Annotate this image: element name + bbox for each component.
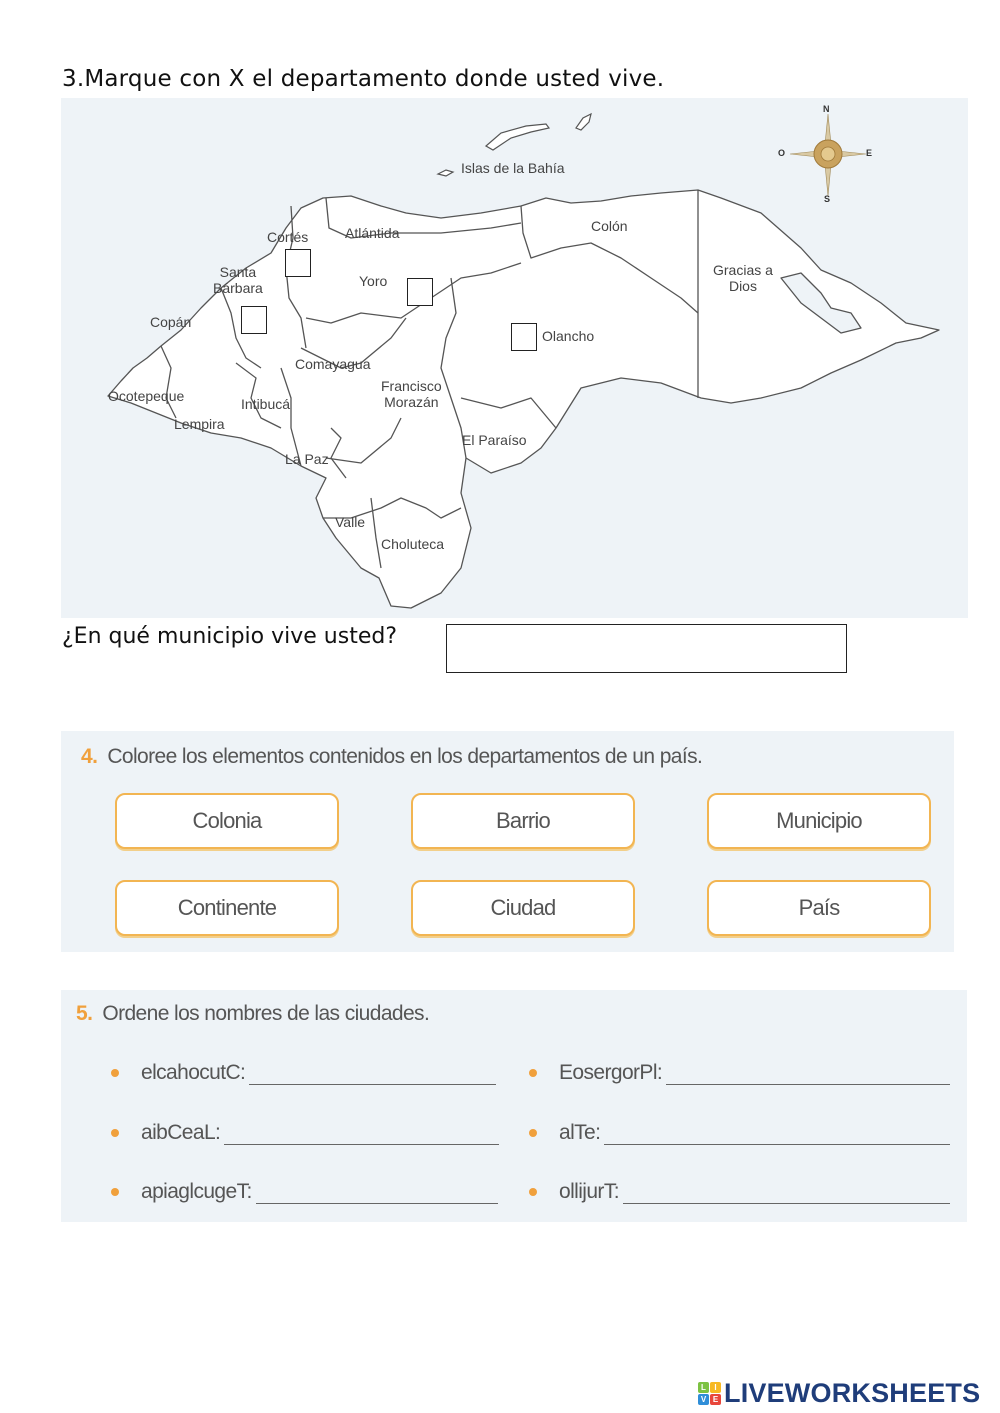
municipio-question: ¿En qué municipio vive usted? [62,624,398,649]
compass-north: N [823,104,830,114]
word-row-right-2 [529,1120,950,1145]
label-francisco-morazan: Francisco Morazán [381,378,442,410]
label-valle: Valle [335,514,366,530]
scrambled-word: elcahocutC: [141,1061,246,1084]
label-ocotepeque: Ocotepeque [108,388,185,404]
label-gracias-a-dios: Gracias a Dios [713,262,773,294]
question5-panel [61,990,967,1222]
compass-rose [778,104,878,204]
bullet-icon [111,1069,119,1077]
label-choluteca: Choluteca [381,536,445,552]
question5-title: 5. Ordene los nombres de las ciudades. [76,1002,430,1025]
compass-icon [778,104,878,204]
checkbox-santa-barbara[interactable] [241,306,267,334]
checkbox-cortes[interactable] [285,249,311,277]
label-atlantida: Atlántida [345,225,400,241]
checkbox-yoro[interactable] [407,278,433,306]
word-row-left-3 [111,1179,498,1204]
label-santa-barbara: Santa Bárbara [213,264,263,296]
scrambled-word: apiaglcugeT: [141,1180,252,1203]
question5-number: 5. [76,1002,93,1025]
question4-panel [61,731,954,952]
label-cortes: Cortés [267,229,309,245]
question4-number: 4. [81,745,98,768]
bullet-icon [529,1188,537,1196]
liveworksheets-logo[interactable] [698,1378,980,1409]
scrambled-word: alTe: [559,1121,601,1144]
scrambled-word: ollijurT: [559,1180,619,1203]
answer-input-left-2[interactable] [224,1120,499,1145]
logo-blocks-icon: L I V E [698,1382,721,1405]
word-row-left-1 [111,1060,496,1085]
label-lempira: Lempira [174,416,225,432]
label-copan: Copán [150,314,192,330]
label-olancho: Olancho [542,328,595,344]
word-row-left-2 [111,1120,499,1145]
scrambled-word: aibCeaL: [141,1121,221,1144]
label-comayagua: Comayagua [295,356,371,372]
label-intibuca: Intibucá [241,396,291,412]
answer-input-right-2[interactable] [604,1120,950,1145]
option-municipio[interactable]: Municipio [707,793,931,849]
compass-east: E [866,148,873,158]
scrambled-word: EosergorPl: [559,1061,663,1084]
option-ciudad[interactable]: Ciudad [411,880,635,936]
answer-input-right-3[interactable] [623,1179,950,1204]
label-yoro: Yoro [359,273,388,289]
municipio-input[interactable] [446,624,847,673]
option-barrio[interactable]: Barrio [411,793,635,849]
bullet-icon [529,1129,537,1137]
answer-input-left-3[interactable] [256,1179,498,1204]
word-row-right-1 [529,1060,950,1085]
label-colon: Colón [591,218,628,234]
option-pais[interactable]: País [707,880,931,936]
checkbox-olancho[interactable] [511,323,537,351]
compass-west: O [778,148,786,158]
logo-text: LIVEWORKSHEETS [724,1378,981,1408]
label-el-paraiso: El Paraíso [462,432,527,448]
bullet-icon [529,1069,537,1077]
option-continente[interactable]: Continente [115,880,339,936]
question4-title: 4. Coloree los elementos contenidos en los departamentos de un país. [81,745,703,768]
compass-south: S [824,194,831,204]
option-colonia[interactable]: Colonia [115,793,339,849]
label-islas-de-la-bahia: Islas de la Bahía [461,160,565,176]
question3-title: 3.Marque con X el departamento donde usted vive. [62,66,665,92]
bullet-icon [111,1188,119,1196]
word-row-right-3 [529,1179,950,1204]
answer-input-left-1[interactable] [249,1060,496,1085]
label-la-paz: La Paz [285,451,329,467]
bullet-icon [111,1129,119,1137]
answer-input-right-1[interactable] [666,1060,950,1085]
